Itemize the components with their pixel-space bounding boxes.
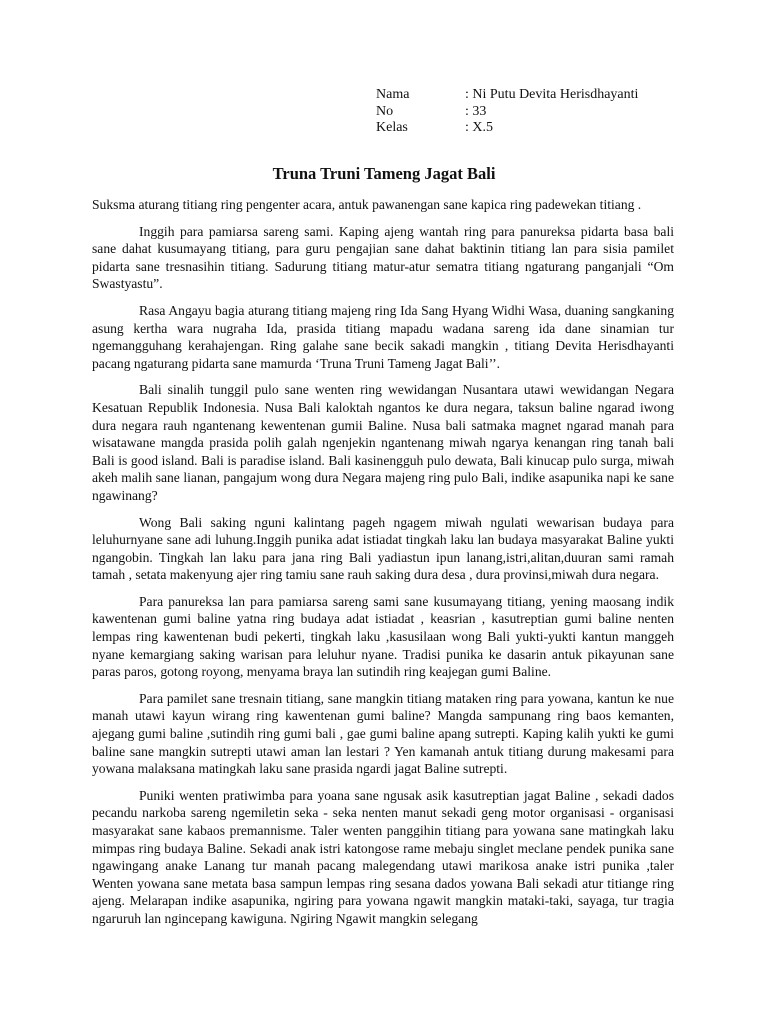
info-label: Nama bbox=[376, 87, 410, 102]
info-value: : Ni Putu Devita Herisdhayanti bbox=[465, 87, 639, 102]
paragraph: Bali sinalih tunggil pulo sane wenten ring wewidangan Nusantara utawi wewidangan Negara Kesatuan Republik Indonesia. Nusa Bali kaloktah ngantos ke dura negara, taksun baline ngarad iwong dura negara rauh ngantenang kewentenan gumii Baline. Nusa bali satmaka magnet ngarad manah para wisatawane mangda prasida polih galah ngenjekin ngantenang miwah ngarya kenangan ring tanah bali Bali is good island. Bali is paradise island. Bali kasinengguh pulo dewata, Bali kinucap pulo surga, miwah akeh malih sane lianan, pangajum wong dura Negara majeng ring pulo Bali, indike asapunika napi ke sane ngawinang? bbox=[92, 382, 674, 503]
paragraph: Inggih para pamiarsa sareng sami. Kaping ajeng wantah ring para panureksa pidarta basa bali sane dahat kusumayang titiang, para guru pengajian sane dahat baktinin titiang lan para sisia pamilet pidarta sane tresnasihin titiang. Sadurung titiang matur-atur sematra titiang ngaturang panganjali “Om Swastyastu”. bbox=[92, 223, 674, 292]
document-title: Truna Truni Tameng Jagat Bali bbox=[272, 164, 496, 183]
paragraph: Rasa Angayu bagia aturang titiang majeng ring Ida Sang Hyang Widhi Wasa, duaning sangkaning asung kertha wara nugraha Ida, prasida titiang mapadu wadana sareng ida dane sinamian tur ngemangguhang kerahajengan. Ring galahe sane becik sakadi mangkin , titiang Devita Herisdhayanti pacang ngaturang pidarta sane mamurda ‘Truna Truni Tameng Jagat Bali’’. bbox=[92, 302, 674, 371]
paragraph: Wong Bali saking nguni kalintang pageh ngagem miwah ngulati wewarisan budaya para leluhurnyane sane adi luhung.Inggih punika adat istiadat tingkah laku lan budaya masyarakat Baline yukti ngangobin. Tingkah lan laku para jana ring Bali yadiastun ipun lanang,istri,alitan,duuran sami ramah tamah , setata makenyung ajer ring tamiu sane rauh saking dura desa , dura provinsi,miwah dura negara. bbox=[92, 514, 674, 583]
info-value: : 33 bbox=[465, 103, 487, 119]
paragraph: Para panureksa lan para pamiarsa sareng sami sane kusumayang titiang, yening maosang indik kawentenan gumi baline yatna ring budaya adat istiadat , keasrian , kasutreptian gumi baline nenten lempas ring kawentenan budi pekerti, tingkah laku ,kasusilaan wong Bali yukti-yukti kantun manggeh nyane kemargiang saking warisan para leluhur nyane. Tradisi punika ke dasarin antuk pikayunan sane paras paros, gotong royong, menyama braya lan sutindih ring keajegan gumi Baline. bbox=[92, 593, 674, 680]
document-body bbox=[92, 196, 674, 937]
student-info bbox=[376, 87, 638, 137]
paragraph: Suksma aturang titiang ring pengenter acara, antuk pawanengan sane kapica ring padewekan titiang . bbox=[92, 197, 642, 212]
info-row-no bbox=[376, 104, 638, 121]
info-row-kelas bbox=[376, 120, 638, 137]
paragraph: Para pamilet sane tresnain titiang, sane mangkin titiang mataken ring para yowana, kantun ke nue manah utawi kayun wirang ring kawentenan gumi baline? Mangda sampunang ring baos kemanten, ajegang gumi baline ,sutindih ring gumi bali , gae gumi baline apang sutrepti. Kaping kalih yukti ke gumi baline sane mangkin sutrepti utawi aman lan lestari ? Yen kamanah antuk titiang durung makesami para yowana malaksana matingkah laku sane prasida ngardi jagat Baline sutrepti. bbox=[92, 690, 674, 777]
paragraph: Puniki wenten pratiwimba para yoana sane ngusak asik kasutreptian jagat Baline , sekadi dados pecandu narkoba sareng ngemiletin seka - seka nenten manut sekadi geng motor organisasi - organisasi masyarakat sane kabaos premannisme. Taler wenten panggihin titiang para yowana sane matingkah laku mimpas ring budaya Baline. Sekadi anak istri katongose rame mebaju singlet meclane pendek punika sane ngawingang anake Lanang tur manah pacang malegendang utawi marikosa anake istri punika ,taler Wenten yowana sane metata basa sampun lempas ring sesana dados yowana Bali sekadi atur titiange ring ajeng. Melarapan indike asapunika, ngiring para yowana ngawit mangkin mataki-taki, sayaga, tur tragia ngaruruh lan ngincepang kawiguna. Ngiring Ngawit mangkin selegang bbox=[92, 787, 674, 926]
info-row-nama bbox=[376, 87, 638, 104]
info-label: No bbox=[376, 103, 394, 119]
info-label: Kelas bbox=[376, 120, 408, 135]
info-value: : X.5 bbox=[465, 120, 493, 135]
